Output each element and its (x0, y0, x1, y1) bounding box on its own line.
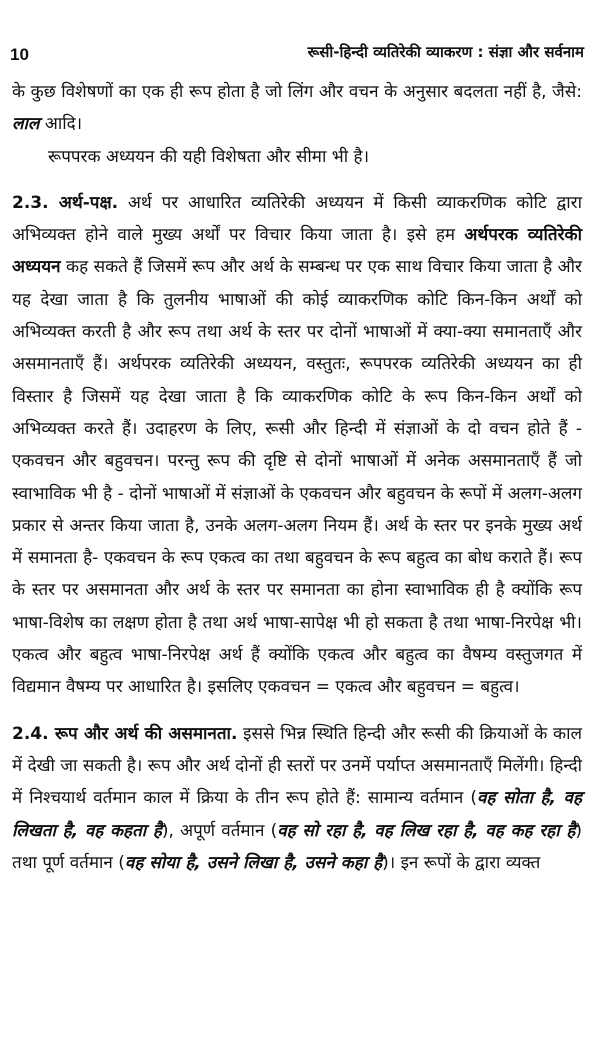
text-run: आदि। (39, 114, 83, 135)
text-run: इससे भिन्न स्थिति हिन्दी और रूसी की क्रियाओं के काल में देखी जा सकती है। रूप और अर्थ दोनों ही स्तरों पर उनमें पर्याप्त असमानताएँ मिलेंगी। हिन्दी में निश्चयार्थ वर्तमान काल में क्रिया के तीन रूप होते हैं: सामान्य वर्तमान ( (12, 723, 582, 809)
section-heading: 2.3. अर्थ-पक्ष. (12, 192, 119, 213)
text-run: ), अपूर्ण वर्तमान ( (161, 820, 278, 841)
section-2-4 (12, 718, 582, 879)
section-heading: 2.4. रूप और अर्थ की असमानता. (12, 723, 238, 744)
example-phrase: वह सोता है, वह लिखता है, वह कहता है (12, 788, 583, 841)
example-word: लाल (12, 114, 40, 135)
example-phrase: वह सो रहा है, वह लिख रहा है, वह कह रहा है (277, 820, 576, 841)
example-phrase: वह सोया है, उसने लिखा है, उसने कहा है (124, 852, 383, 873)
running-title: रूसी-हिन्दी व्यतिरेकी व्याकरण : संज्ञा और सर्वनाम (307, 43, 584, 61)
page-header (10, 42, 584, 68)
text-run: ) तथा पूर्ण वर्तमान ( (12, 820, 582, 873)
paragraph (12, 76, 582, 141)
key-term: अर्थपरक व्यतिरेकी अध्ययन (12, 225, 582, 278)
text-run: अर्थ पर आधारित व्यतिरेकी अध्ययन में किसी व्याकरणिक कोटि द्वारा अभिव्यक्त होने वाले मुख्य अर्थों पर विचार किया जाता है। इसे हम (12, 192, 582, 246)
text-run: के कुछ विशेषणों का एक ही रूप होता है जो लिंग और वचन के अनुसार बदलता नहीं है, जैसे: (12, 82, 582, 102)
paragraph: रूपपरक अध्ययन की यही विशेषता और सीमा भी है। (48, 146, 370, 167)
text-run: )। इन रूपों के द्वारा व्यक्त (382, 852, 541, 873)
body-text (12, 76, 582, 879)
section-2-3 (12, 187, 582, 704)
page-number: 10 (10, 45, 29, 64)
text-run: कह सकते हैं जिसमें रूप और अर्थ के सम्बन्ध पर एक साथ विचार किया जाता है और यह देखा जाता है कि तुलनीय भाषाओं की कोई व्याकरणिक कोटि किन-किन अर्थों को अभिव्यक्त करती है और रूप तथा अर्थ के स्तर पर दोनों भाषाओं में क्या-क्या समानताएँ और असमानताएँ हैं। अर्थपरक व्यतिरेकी अध्ययन, वस्तुतः, रूपपरक व्यतिरेकी अध्ययन का ही विस्तार है जिसमें यह देखा जाता है कि व्याकरणिक कोटि के रूप किन-किन अर्थों को अभिव्यक्त करते हैं। उदाहरण के लिए, रूसी और हिन्दी में संज्ञाओं के दो वचन होते हैं - एकवचन और बहुवचन। परन्तु रूप की दृष्टि से दोनों भाषाओं में अनेक असमानताएँ हैं जो स्वाभाविक भी है - दोनों भाषाओं में संज्ञाओं के एकवचन और बहुवचन के रूपों में अलग-अलग प्रकार से अन्तर किया जाता है, उनके अलग-अलग नियम हैं। अर्थ के स्तर पर इनके मुख्य अर्थ में समानता है- एकवचन के रूप एकत्व का तथा बहुवचन के रूप बहुत्व का बोध कराते हैं। रूप के स्तर पर असमानता और अर्थ के स्तर पर समानता का होना स्वाभाविक ही है क्योंकि रूप भाषा-विशेष का लक्षण होता है तथा अर्थ भाषा-सापेक्ष भी हो सकता है तथा भाषा-निरपेक्ष भी। एकत्व और बहुत्व भाषा-निरपेक्ष अर्थ हैं क्योंकि एकत्व और बहुत्व का वैषम्य वस्तुजगत में विद्यमान वैषम्य पर आधारित है। इसलिए एकवचन = एकत्व और बहुवचन = बहुत्व। (12, 257, 582, 698)
